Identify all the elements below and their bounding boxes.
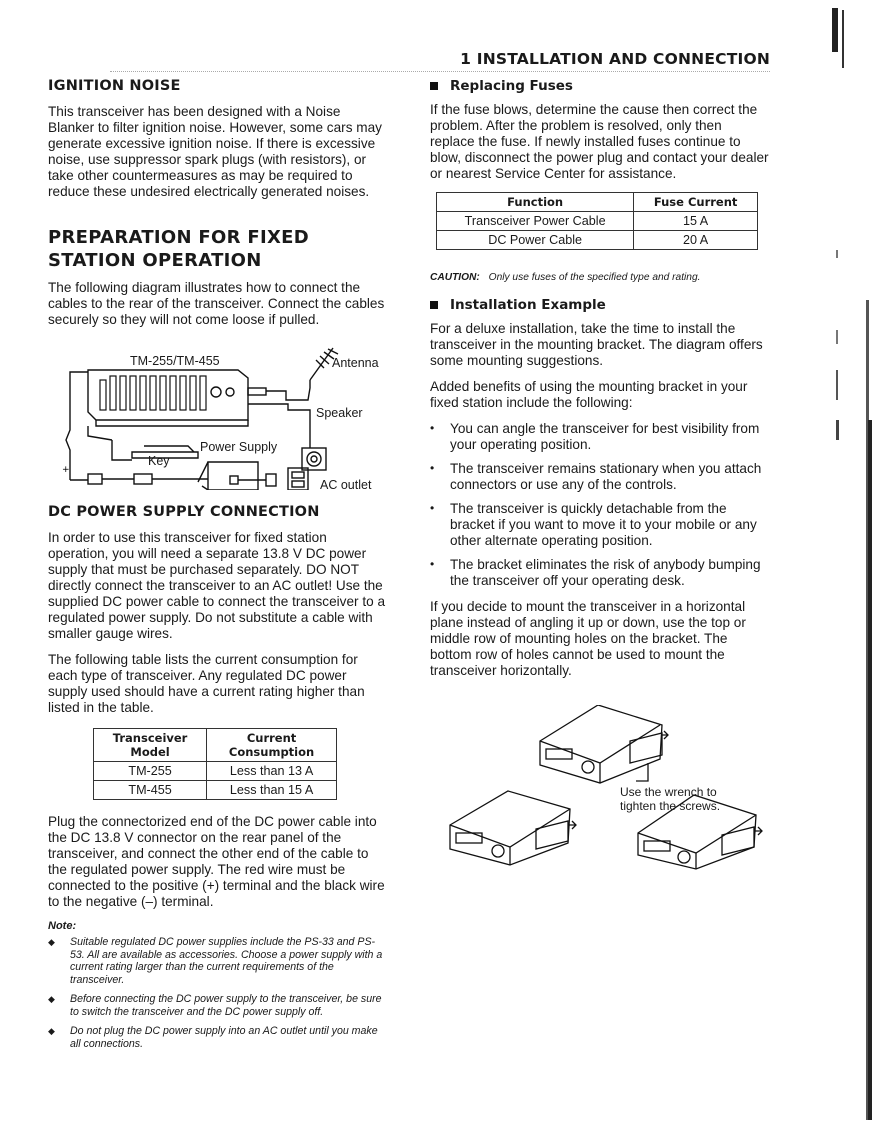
note-item: ◆ Do not plug the DC power supply into an AC outlet until you make all connections. [48,1025,386,1050]
replacing-fuses-body: If the fuse blows, determine the cause then correct the problem. After the problem is resolved, only then replace the fuse. If newly installed fuses continue to blow, disconnect the power plug and contact your dealer or nearest Service Center for assistance. [430,102,769,181]
left-column [48,78,386,1057]
note-list [48,936,386,1050]
table-cell: TM-455 [94,781,207,800]
fuse-table [436,192,758,250]
table-row [94,762,337,781]
replacing-fuses-heading [430,78,770,94]
table-header-model: Transceiver Model [94,729,207,762]
table-cell: 20 A [634,231,758,250]
installation-p3: If you decide to mount the transceiver in a horizontal plane instead of angling it up or down, use the top or middle row of mounting holes on the bracket. The bottom row of holes cannot be used to mount the transceiver horizontally. [430,599,746,678]
table-cell: TM-255 [94,762,207,781]
wrench-caption [620,785,720,813]
wrench-caption-line-2: tighten the screws. [620,799,721,813]
table-row [94,781,337,800]
replacing-fuses-title: Replacing Fuses [450,78,573,94]
diagram-label-antenna: Antenna [332,356,379,370]
installation-example-title: Installation Example [450,297,606,313]
installation-benefits-list [430,421,770,589]
table-cell: Transceiver Power Cable [437,212,634,231]
page-header [110,50,770,74]
note-item: ◆ Suitable regulated DC power supplies include the PS-33 and PS-53. All are available as accessories. Choose a power supply with a current rating larger than the current requirements of the transceiver. [48,936,386,986]
scan-edge-drawing [830,0,874,1122]
diagram-label-ac-outlet: AC outlet [320,478,372,492]
scan-edge-marks [830,0,874,1122]
note-item: ◆ Before connecting the DC power supply to the transceiver, be sure to switch the transceiver and the DC power supply off. [48,993,386,1018]
installation-p1: For a deluxe installation, take the time to install the transceiver in the mounting bracket. The diagram offers some mounting suggestions. [430,321,763,368]
installation-p2: Added benefits of using the mounting bracket in your fixed station include the following: [430,379,748,410]
ignition-noise-body: This transceiver has been designed with a Noise Blanker to filter ignition noise. However, some cars may generate excessive ignition noise. If there is excessive noise, use suppressor spark plugs (with resistors), or take other countermeasures as may be required to reduce these undesired electrically generated noises. [48,104,382,199]
table-row [437,231,758,250]
list-item: • You can angle the transceiver for best visibility from your operating position. [430,421,770,453]
list-item: • The bracket eliminates the risk of anybody bumping the transceiver off your operating desk. [430,557,770,589]
dc-power-p2: The following table lists the current consumption for each type of transceiver. Any regulated DC power supply used should have a current rating higher than listed in the table. [48,652,365,715]
note-label: Note: [48,920,77,932]
header-rule [110,71,770,73]
table-header-current: Current Consumption [207,729,337,762]
ignition-noise-heading: IGNITION NOISE [48,78,181,94]
square-bullet-icon [430,82,438,90]
dc-power-p3: Plug the connectorized end of the DC power cable into the DC 13.8 V connector on the rear panel of the transceiver, and connect the other end of the cable to the regulated power supply. The red wire must be connected to the positive (+) terminal and the black wire to the negative (–) terminal. [48,814,385,909]
installation-example-heading [430,297,770,313]
diagram-label-key: Key [148,454,170,468]
wrench-caption-line-1: Use the wrench to [620,785,717,799]
table-header-row [437,193,758,212]
connection-diagram [48,340,386,490]
chapter-title: 1 INSTALLATION AND CONNECTION [460,50,770,68]
svg-text:+: + [62,465,70,475]
square-bullet-icon [430,301,438,309]
table-header-row [94,729,337,762]
table-cell: Less than 15 A [207,781,337,800]
table-header-fuse-current: Fuse Current [634,193,758,212]
right-column [430,78,770,895]
caution-label: CAUTION: [430,272,480,283]
table-cell: Less than 13 A [207,762,337,781]
current-consumption-table [93,728,337,800]
dc-power-heading: DC POWER SUPPLY CONNECTION [48,504,320,520]
diagram-label-model: TM-255/TM-455 [130,354,220,368]
fixed-station-body: The following diagram illustrates how to connect the cables to the rear of the transceiver. Connect the cables securely so they will not come loose if pulled. [48,280,385,327]
dc-power-p1: In order to use this transceiver for fixed station operation, you will need a separate 13.8 V DC power supply that must be purchased separately. DO NOT directly connect the transceiver to an AC outlet! Use the supplied DC power cable to connect the transceiver to a regulated power supply. Do not substitute a cable with smaller gauge wires. [48,530,386,641]
mounting-bracket-figure [430,705,770,895]
table-header-function: Function [437,193,634,212]
caution-text: Only use fuses of the specified type and rating. [488,272,701,283]
caution-note [430,272,770,283]
diagram-label-power-supply: Power Supply [200,440,278,454]
list-item: • The transceiver remains stationary when you attach connectors or use any of the controls. [430,461,770,493]
diagram-label-speaker: Speaker [316,406,363,420]
table-cell: DC Power Cable [437,231,634,250]
fixed-station-heading: PREPARATION FOR FIXED STATION OPERATION [48,227,309,271]
list-item: • The transceiver is quickly detachable from the bracket if you want to move it to your mobile or any other alternate operating position. [430,501,770,549]
table-row [437,212,758,231]
table-cell: 15 A [634,212,758,231]
